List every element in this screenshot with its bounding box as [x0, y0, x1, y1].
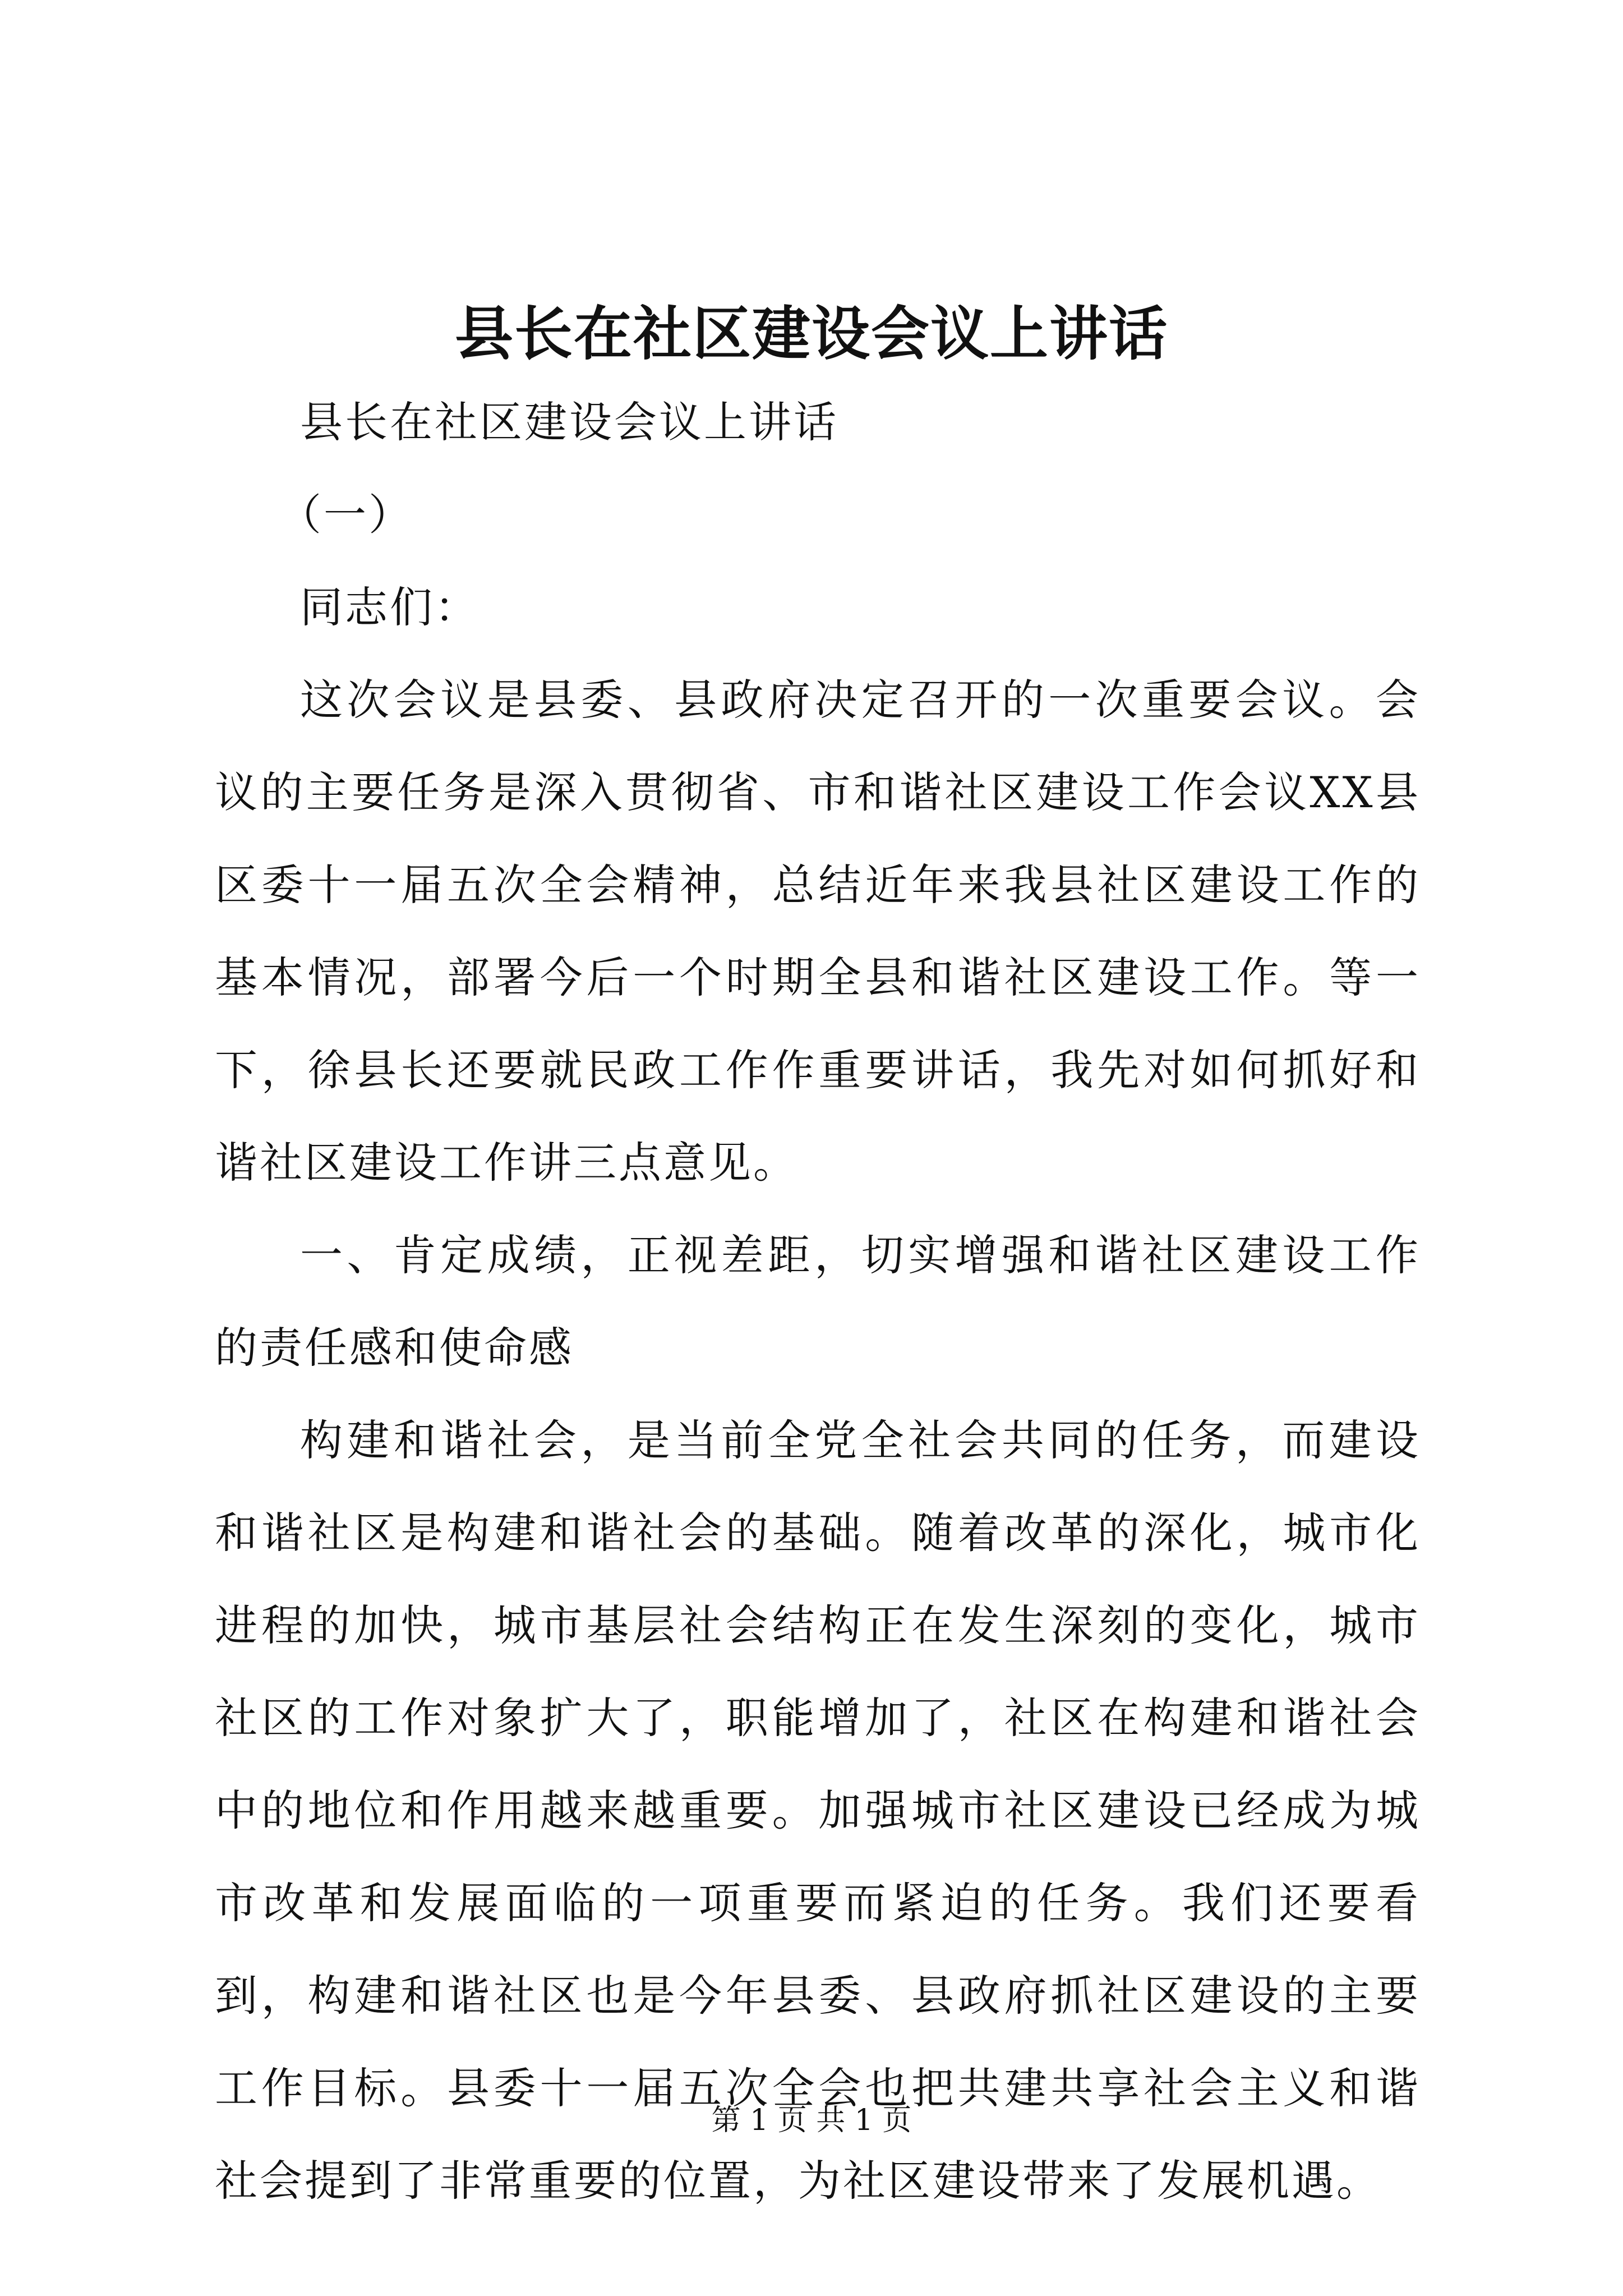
salutation-paragraph: 同志们： [300, 582, 479, 632]
heading-paragraph: 一、肯定成绩，正视差距，切实增强和谐社区建设工作的责任感和使命感 [215, 1230, 1421, 1373]
section-number-paragraph: （一） [279, 490, 413, 540]
document-title: 县长在社区建设会议上讲话 [454, 299, 1168, 368]
page-footer: 第 1 页 共 1 页 [711, 2104, 912, 2137]
subtitle-paragraph: 县长在社区建设会议上讲话 [300, 397, 838, 447]
body-paragraph: 构建和谐社会，是当前全党全社会共同的任务，而建设和谐社区是构建和谐社会的基础。随着改革的深化，城市化进程的加快，城市基层社会结构正在发生深刻的变化，城市社区的工作对象扩大了，职能增加了，社区在构建和谐社会中的地位和作用越来越重要。加强城市社区建设已经成为城市改革和发展面临的一项重要而紧迫的任务。我们还要看到，构建和谐社区也是今年县委、县政府抓社区建设的主要工作目标。县委十一届五次全会也把共建共享社会主义和谐社会提到了非常重要的位置，为社区建设带来了发展机遇。 [215, 1415, 1421, 2206]
body-paragraph: 这次会议是县委、县政府决定召开的一次重要会议。会议的主要任务是深入贯彻省、市和谐社区建设工作会议XX县区委十一届五次全会精神，总结近年来我县社区建设工作的基本情况，部署今后一个时期全县和谐社区建设工作。等一下，徐县长还要就民政工作作重要讲话，我先对如何抓好和谐社区建设工作讲三点意见。 [215, 675, 1421, 1188]
document-body [215, 376, 1421, 2227]
